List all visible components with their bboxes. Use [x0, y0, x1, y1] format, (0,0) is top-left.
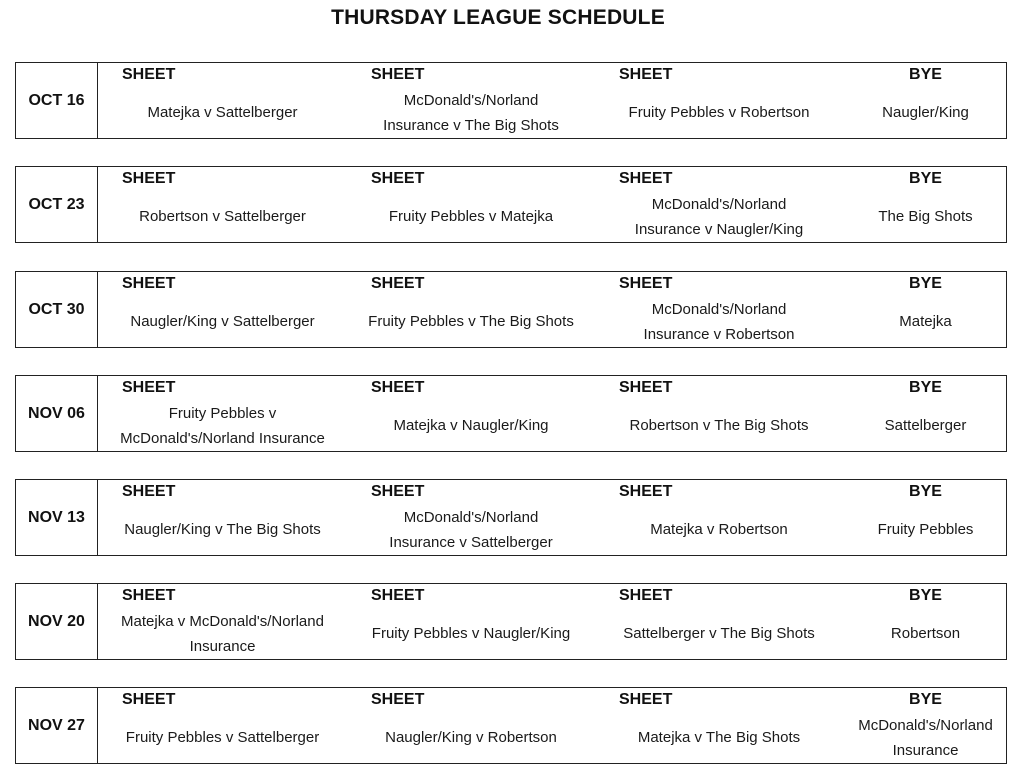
sheet-column-2: [347, 688, 595, 763]
week-block: [15, 375, 1007, 452]
sheet-column-2: [347, 167, 595, 242]
bye-team: [843, 610, 1008, 657]
sheet-column-3: [595, 167, 843, 242]
bye-column: [843, 584, 1008, 659]
bye-team: [843, 193, 1008, 240]
week-block: [15, 166, 1007, 243]
bye-header: BYE: [909, 66, 942, 83]
sheet-column-2: [347, 272, 595, 347]
match-cell: [347, 714, 595, 761]
match-cell: [595, 298, 843, 345]
week-date: NOV 06: [16, 376, 98, 451]
bye-column: [843, 63, 1008, 138]
sheet-header: SHEET: [619, 275, 673, 292]
bye-text: McDonald's/Norland Insurance: [858, 716, 993, 759]
match-cell: [98, 714, 347, 761]
match-cell: [347, 89, 595, 136]
bye-text: Robertson: [890, 625, 961, 642]
sheet-column-2: [347, 376, 595, 451]
bye-text: Naugler/King: [882, 104, 969, 121]
sheet-column-2: [347, 584, 595, 659]
bye-header: BYE: [909, 483, 942, 500]
sheet-column-3: [595, 63, 843, 138]
sheet-column-2: [347, 63, 595, 138]
match-text: Fruity Pebbles v The Big Shots: [368, 313, 574, 330]
match-text: Naugler/King v Sattelberger: [130, 313, 315, 330]
bye-team: [843, 506, 1008, 553]
match-text: Robertson v The Big Shots: [629, 417, 809, 434]
sheet-header: SHEET: [371, 379, 425, 396]
week-date: NOV 27: [16, 688, 98, 763]
match-cell: [595, 714, 843, 761]
match-cell: [98, 610, 347, 657]
sheet-column-1: [98, 167, 347, 242]
sheet-column-3: [595, 376, 843, 451]
week-block: [15, 583, 1007, 660]
bye-text: The Big Shots: [878, 208, 973, 225]
page-title: THURSDAY LEAGUE SCHEDULE: [331, 6, 665, 29]
bye-header: BYE: [909, 275, 942, 292]
sheet-header: SHEET: [122, 66, 176, 83]
sheet-header: SHEET: [619, 66, 673, 83]
sheet-header: SHEET: [122, 483, 176, 500]
match-text: McDonald's/Norland Insurance v Naugler/King: [634, 195, 804, 238]
match-text: Sattelberger v The Big Shots: [623, 625, 815, 642]
match-text: McDonald's/Norland Insurance v The Big Shots: [383, 91, 559, 134]
bye-text: Fruity Pebbles: [877, 521, 974, 538]
bye-team: [843, 89, 1008, 136]
sheet-column-3: [595, 688, 843, 763]
match-text: McDonald's/Norland Insurance v Robertson: [643, 300, 795, 343]
match-text: Matejka v Naugler/King: [393, 417, 549, 434]
week-date: OCT 23: [16, 167, 98, 242]
sheet-header: SHEET: [122, 275, 176, 292]
bye-column: [843, 376, 1008, 451]
week-block: [15, 479, 1007, 556]
bye-header: BYE: [909, 691, 942, 708]
match-text: Fruity Pebbles v Naugler/King: [371, 625, 571, 642]
match-cell: [595, 610, 843, 657]
week-block: [15, 62, 1007, 139]
sheet-column-1: [98, 584, 347, 659]
match-cell: [595, 193, 843, 240]
match-cell: [347, 298, 595, 345]
bye-text: Matejka: [899, 313, 952, 330]
bye-header: BYE: [909, 170, 942, 187]
match-text: Fruity Pebbles v Sattelberger: [125, 729, 320, 746]
match-text: Matejka v McDonald's/Norland Insurance: [121, 612, 324, 655]
match-cell: [347, 610, 595, 657]
match-cell: [347, 402, 595, 449]
sheet-header: SHEET: [619, 170, 673, 187]
sheet-header: SHEET: [619, 587, 673, 604]
sheet-header: SHEET: [122, 170, 176, 187]
sheet-column-3: [595, 480, 843, 555]
sheet-header: SHEET: [619, 379, 673, 396]
sheet-header: SHEET: [371, 66, 425, 83]
match-text: Naugler/King v Robertson: [385, 729, 557, 746]
sheet-column-1: [98, 272, 347, 347]
match-text: Fruity Pebbles v Matejka: [388, 208, 554, 225]
bye-team: [843, 714, 1008, 761]
week-block: [15, 687, 1007, 764]
match-text: Robertson v Sattelberger: [139, 208, 306, 225]
match-cell: [98, 402, 347, 449]
sheet-header: SHEET: [122, 587, 176, 604]
bye-column: [843, 688, 1008, 763]
match-text: Matejka v Robertson: [650, 521, 788, 538]
week-date: OCT 16: [16, 63, 98, 138]
match-cell: [595, 89, 843, 136]
bye-text: Sattelberger: [884, 417, 967, 434]
sheet-column-1: [98, 480, 347, 555]
sheet-header: SHEET: [371, 170, 425, 187]
sheet-column-2: [347, 480, 595, 555]
sheet-header: SHEET: [122, 691, 176, 708]
match-cell: [347, 193, 595, 240]
match-text: Matejka v The Big Shots: [637, 729, 801, 746]
match-cell: [595, 506, 843, 553]
match-text: Naugler/King v The Big Shots: [124, 521, 321, 538]
bye-column: [843, 167, 1008, 242]
match-text: Fruity Pebbles v McDonald's/Norland Insurance: [120, 404, 325, 447]
sheet-header: SHEET: [371, 275, 425, 292]
week-block: [15, 271, 1007, 348]
match-cell: [98, 193, 347, 240]
week-date: NOV 13: [16, 480, 98, 555]
match-cell: [98, 506, 347, 553]
bye-column: [843, 272, 1008, 347]
match-cell: [347, 506, 595, 553]
bye-team: [843, 402, 1008, 449]
bye-team: [843, 298, 1008, 345]
match-text: McDonald's/Norland Insurance v Sattelberger: [389, 508, 553, 551]
match-text: Fruity Pebbles v Robertson: [628, 104, 810, 121]
sheet-column-1: [98, 376, 347, 451]
match-cell: [98, 89, 347, 136]
sheet-column-3: [595, 272, 843, 347]
match-cell: [595, 402, 843, 449]
sheet-header: SHEET: [371, 483, 425, 500]
week-date: NOV 20: [16, 584, 98, 659]
week-date: OCT 30: [16, 272, 98, 347]
sheet-column-1: [98, 63, 347, 138]
sheet-header: SHEET: [371, 587, 425, 604]
sheet-column-1: [98, 688, 347, 763]
sheet-header: SHEET: [122, 379, 176, 396]
sheet-column-3: [595, 584, 843, 659]
sheet-header: SHEET: [619, 483, 673, 500]
bye-column: [843, 480, 1008, 555]
bye-header: BYE: [909, 587, 942, 604]
sheet-header: SHEET: [619, 691, 673, 708]
match-cell: [98, 298, 347, 345]
sheet-header: SHEET: [371, 691, 425, 708]
bye-header: BYE: [909, 379, 942, 396]
match-text: Matejka v Sattelberger: [147, 104, 298, 121]
